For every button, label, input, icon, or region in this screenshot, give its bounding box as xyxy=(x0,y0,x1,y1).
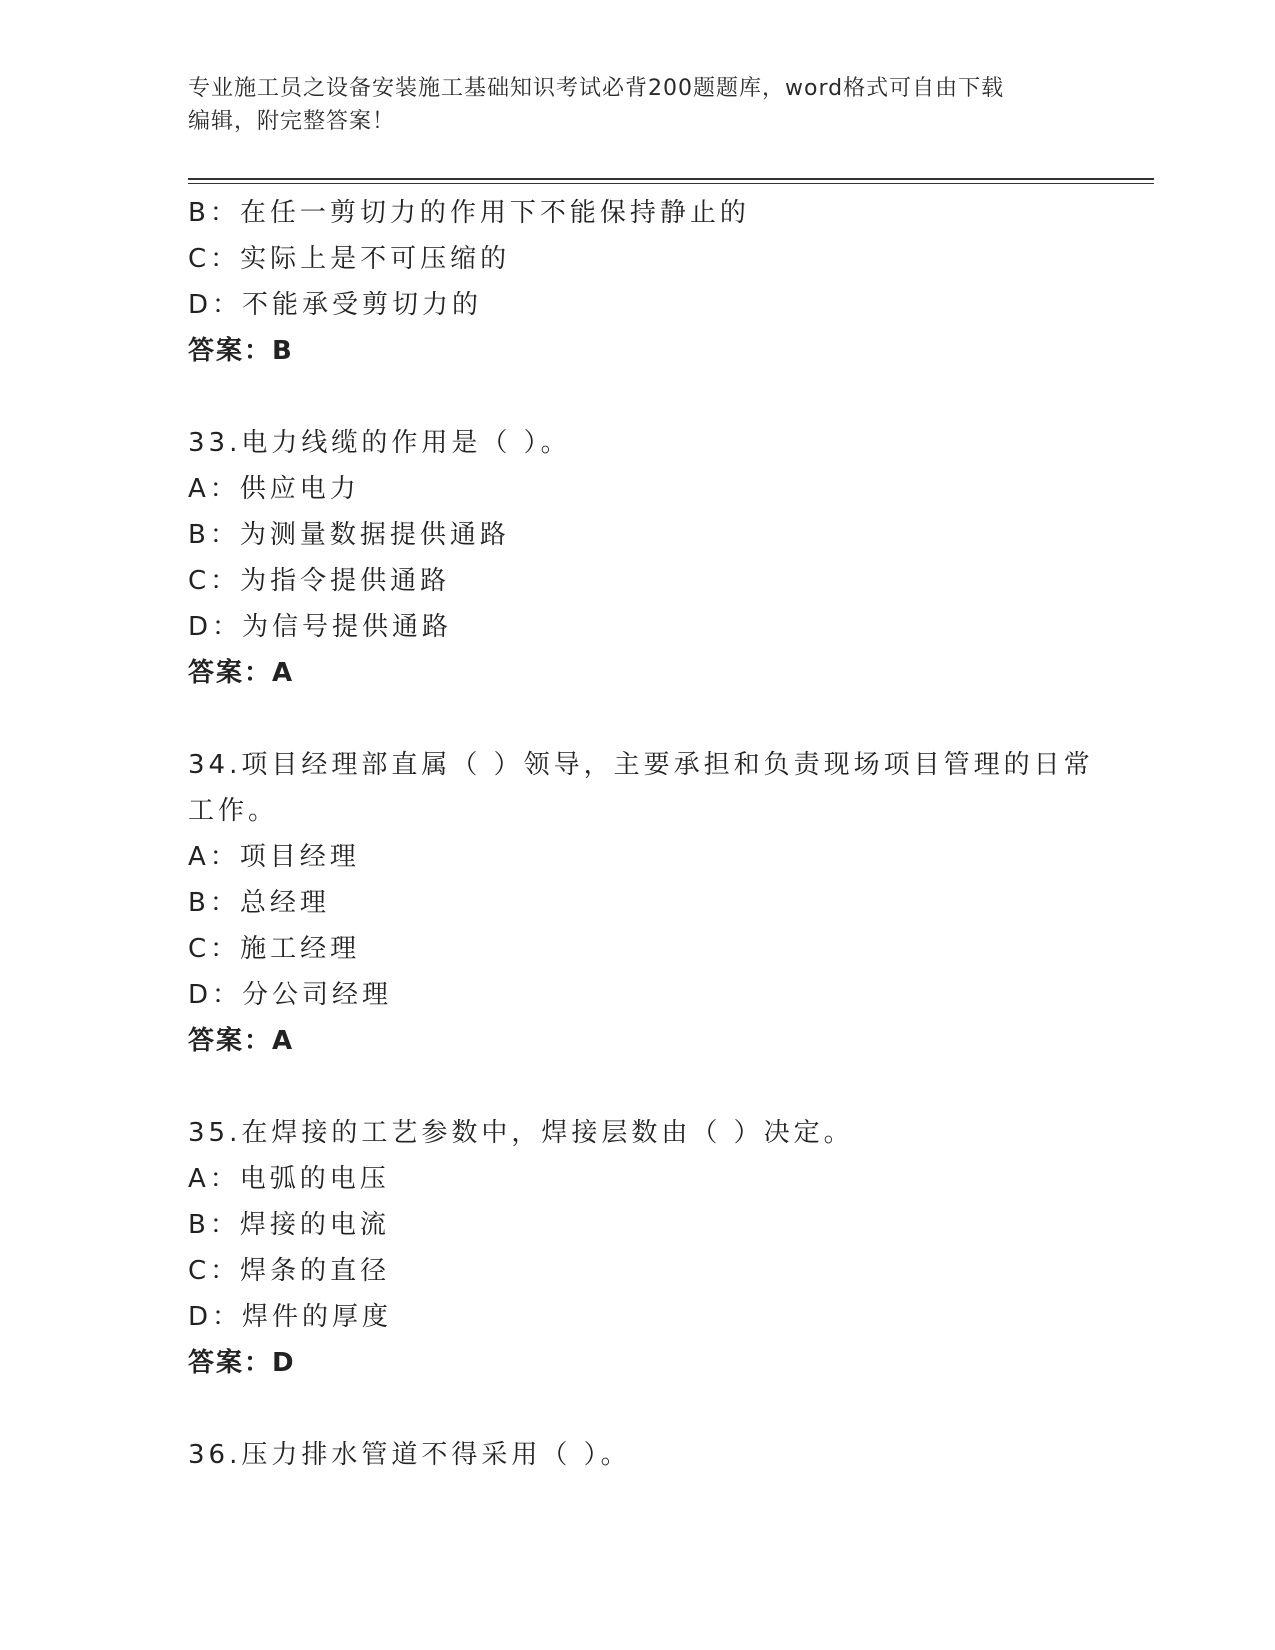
option-c: C：施工经理 xyxy=(188,934,361,964)
option-c: C：实际上是不可压缩的 xyxy=(188,244,511,274)
answer-label: 答案：B xyxy=(188,336,294,366)
answer-label: 答案：A xyxy=(188,1026,295,1056)
option-a: A：电弧的电压 xyxy=(188,1164,390,1194)
option-a: A：项目经理 xyxy=(188,842,360,872)
option-c: C：为指令提供通路 xyxy=(188,566,451,596)
header-line-2: 编辑，附完整答案！ xyxy=(188,109,396,134)
spacer xyxy=(188,1064,1088,1110)
question-32-remainder xyxy=(188,190,1088,374)
option-b: B：焊接的电流 xyxy=(188,1210,390,1240)
option-b: B：为测量数据提供通路 xyxy=(188,520,510,550)
option-a: A：供应电力 xyxy=(188,474,360,504)
option-d: D：不能承受剪切力的 xyxy=(188,290,483,320)
option-d: D：分公司经理 xyxy=(188,980,393,1010)
question-36 xyxy=(188,1432,1088,1478)
question-text: 35.在焊接的工艺参数中，焊接层数由（ ）决定。 xyxy=(188,1118,854,1148)
header-divider-thin xyxy=(188,183,1154,184)
question-text-line-1: 34.项目经理部直属（ ）领导，主要承担和负责现场项目管理的日常 xyxy=(188,750,1094,780)
question-text: 33.电力线缆的作用是（ ）。 xyxy=(188,428,571,458)
spacer xyxy=(188,374,1088,420)
question-text: 36.压力排水管道不得采用（ ）。 xyxy=(188,1440,631,1470)
option-b: B：总经理 xyxy=(188,888,330,918)
header-divider-thick xyxy=(188,178,1154,180)
option-d: D：焊件的厚度 xyxy=(188,1302,393,1332)
option-d: D：为信号提供通路 xyxy=(188,612,453,642)
document-header xyxy=(188,72,1088,138)
option-b: B：在任一剪切力的作用下不能保持静止的 xyxy=(188,198,750,228)
question-34 xyxy=(188,742,1094,1064)
option-c: C：焊条的直径 xyxy=(188,1256,391,1286)
answer-label: 答案：D xyxy=(188,1348,296,1378)
question-35 xyxy=(188,1110,1088,1386)
question-list xyxy=(188,190,1094,1478)
header-line-1: 专业施工员之设备安装施工基础知识考试必背200题题库，word格式可自由下载 xyxy=(188,76,1005,101)
question-33 xyxy=(188,420,1088,696)
question-text-line-2: 工作。 xyxy=(188,796,279,826)
spacer xyxy=(188,1386,1088,1432)
spacer xyxy=(188,696,1088,742)
answer-label: 答案：A xyxy=(188,658,295,688)
